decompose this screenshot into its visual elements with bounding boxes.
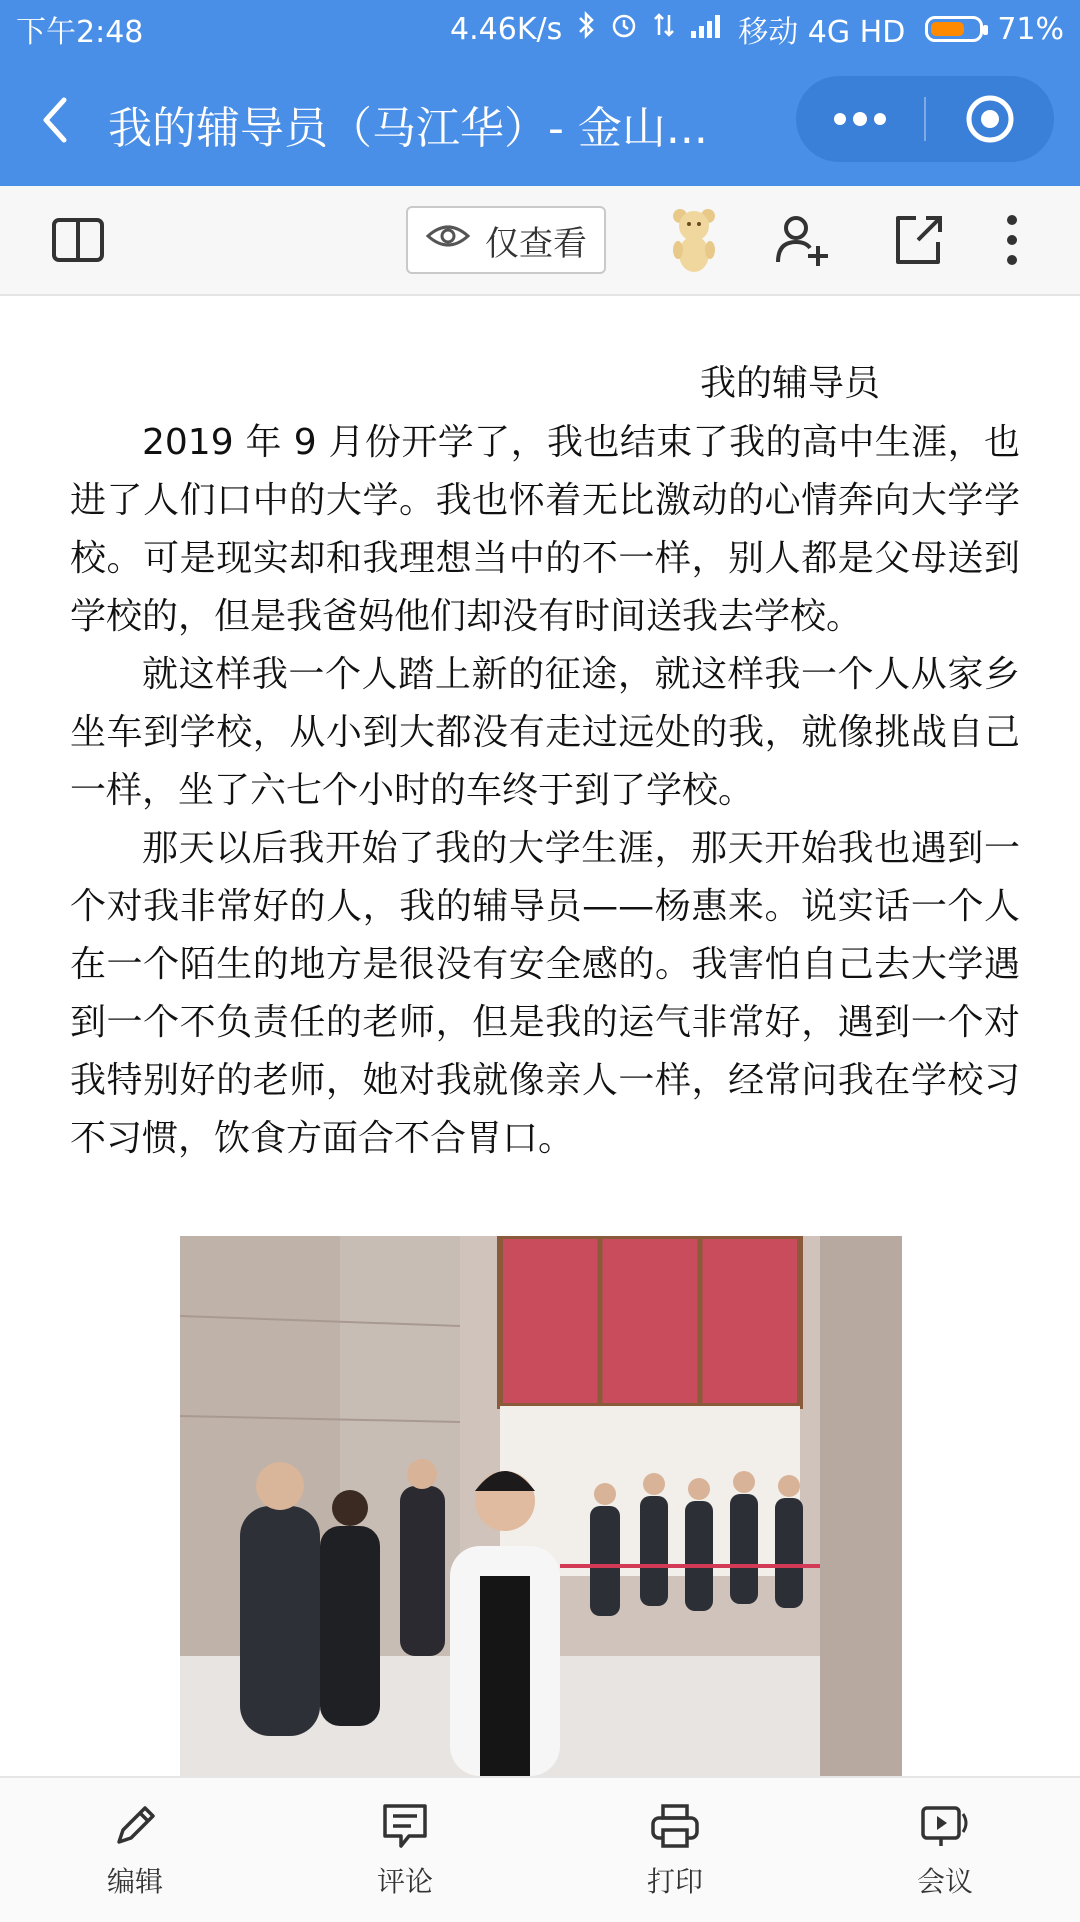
alarm-icon — [610, 11, 638, 47]
view-only-label: 仅查看 — [485, 223, 587, 264]
back-arrow-icon[interactable] — [32, 90, 82, 150]
status-right — [450, 7, 1064, 51]
teddy-avatar-icon[interactable] — [664, 202, 724, 278]
battery-icon — [925, 16, 983, 42]
document-photo[interactable] — [180, 1236, 902, 1776]
status-time: 下午2:48 — [16, 15, 144, 50]
comment-button[interactable] — [270, 1778, 540, 1922]
more-vertical-icon[interactable] — [992, 210, 1032, 270]
comment-icon — [379, 1800, 431, 1852]
close-miniapp-icon[interactable] — [926, 76, 1054, 162]
pencil-icon — [109, 1800, 161, 1852]
eye-icon — [425, 220, 471, 260]
paragraph-3: 那天以后我开始了我的大学生涯，那天开始我也遇到一个对我非常好的人，我的辅导员——杨惠来。说实话一个人在一个陌生的地方是很没有安全感的。我害怕自己去大学遇到一个不负责任的老师，但是我的运气非常好，遇到一个对我特别好的老师，她对我就像亲人一样，经常问我在学校习不习惯，饮食方面合不合胃口。 — [70, 828, 1020, 1159]
print-button[interactable] — [540, 1778, 810, 1922]
add-user-icon[interactable] — [772, 210, 832, 270]
printer-icon — [649, 1800, 701, 1852]
bluetooth-icon — [576, 10, 596, 48]
print-label: 打印 — [646, 1865, 703, 1898]
book-outline-icon[interactable] — [48, 210, 108, 270]
miniapp-capsule — [796, 76, 1054, 162]
document-title: 我的辅导员 — [699, 363, 880, 404]
more-options-icon[interactable] — [796, 76, 924, 162]
document-body — [70, 356, 1020, 1168]
comment-label: 评论 — [376, 1865, 433, 1898]
meeting-label: 会议 — [916, 1865, 973, 1898]
signal-icon — [690, 12, 724, 47]
edit-label: 编辑 — [106, 1865, 163, 1898]
data-transfer-icon — [652, 11, 676, 47]
doc-toolbar — [0, 186, 1080, 296]
paragraph-2: 就这样我一个人踏上新的征途，就这样我一个人从家乡坐车到学校，从小到大都没有走过远处的我，就像挑战自己一样，坐了六七个小时的车终于到了学校。 — [70, 654, 1020, 811]
carrier-label: 移动 4G HD — [738, 15, 906, 50]
edit-button[interactable] — [0, 1778, 270, 1922]
paragraph-1: 2019 年 9 月份开学了，我也结束了我的高中生涯，也进了人们口中的大学。我也怀着无比激动的心情奔向大学学校。可是现实却和我理想当中的不一样，别人都是父母送到学校的，但是我爸妈他们却没有时间送我去学校。 — [70, 422, 1020, 637]
lobby-photo — [180, 1236, 902, 1776]
meeting-button[interactable] — [810, 1778, 1080, 1922]
network-speed: 4.46K/s — [450, 11, 563, 47]
page-title: 我的辅导员（马江华）- 金山... — [108, 103, 708, 154]
status-bar — [0, 0, 1080, 58]
bottom-bar — [0, 1776, 1080, 1922]
view-only-button[interactable] — [406, 206, 606, 274]
battery-percent: 71% — [997, 11, 1064, 47]
meeting-icon — [919, 1800, 971, 1852]
share-icon[interactable] — [888, 210, 948, 270]
battery-fill — [931, 22, 964, 36]
title-bar — [0, 58, 1080, 186]
